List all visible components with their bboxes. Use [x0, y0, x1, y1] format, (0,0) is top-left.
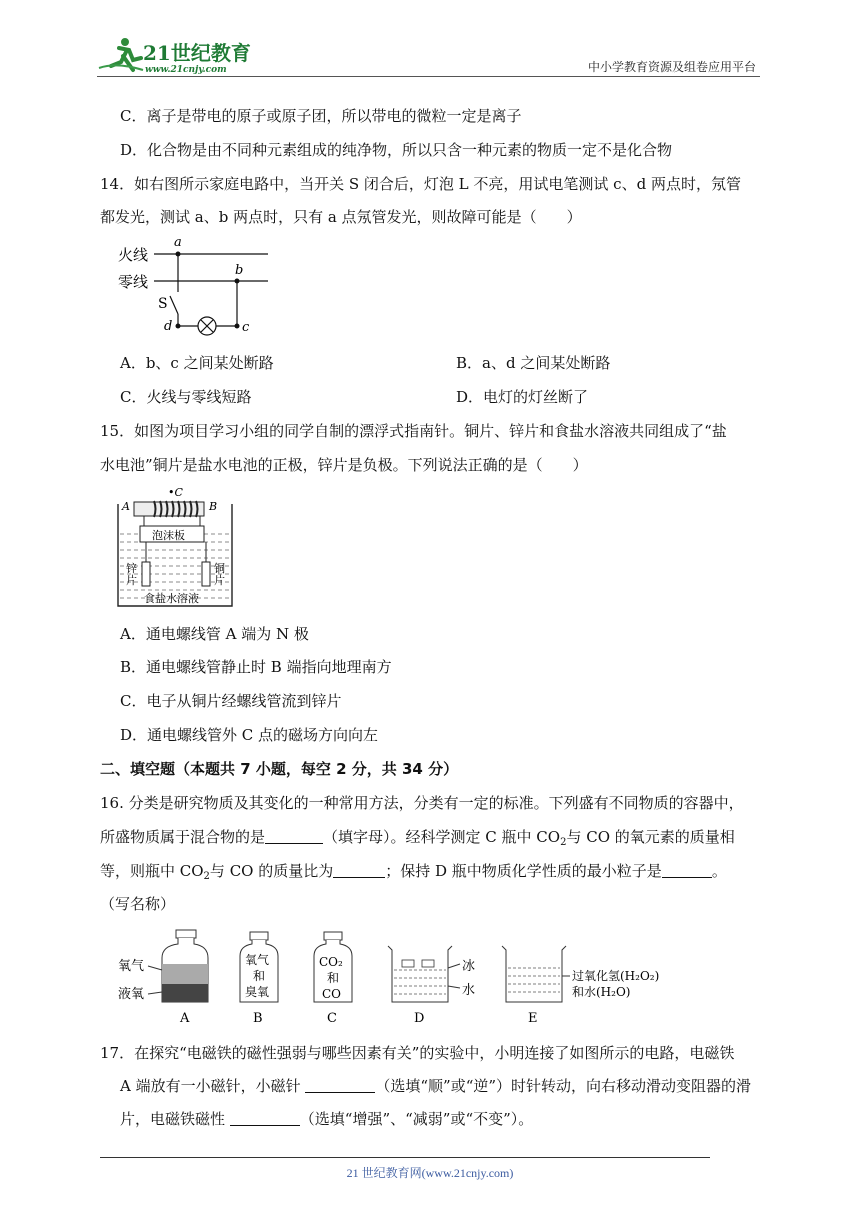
- q16-stem-line1: 16. 分类是研究物质及其变化的一种常用方法，分类有一定的标准。下列盛有不同物质的容器中，: [100, 794, 744, 812]
- bottle-a: [118, 930, 208, 1026]
- q16-text-e: 与 CO 的质量比为: [209, 862, 334, 880]
- footer-text[interactable]: 21 世纪教育网(www.21cnjy.com): [346, 1166, 514, 1180]
- bottle-c-line1: CO₂: [319, 955, 343, 969]
- solenoid: [134, 501, 204, 517]
- q16-stem-line4: （写名称）: [100, 895, 176, 913]
- foam-board-label: 泡沫板: [152, 529, 185, 542]
- answer-blank-3[interactable]: [662, 861, 712, 878]
- q17-text-b: （选填“顺”或“逆”）时针转动，向右移动滑动变阻器的滑: [375, 1077, 752, 1095]
- q13-option-c: C．离子是带电的原子或原子团，所以带电的微粒一定是离子: [120, 107, 522, 125]
- q16-text-g: 。: [711, 862, 727, 880]
- q17-text-a: A 端放有一小磁针，小磁针: [120, 1077, 306, 1095]
- q13-option-d: D．化合物是由不同种元素组成的纯净物，所以只含一种元素的物质一定不是化合物: [120, 141, 673, 159]
- bottle-b: [240, 932, 278, 1026]
- bottle-a-letter: A: [180, 1011, 190, 1026]
- beaker-e-upper-label: 过氧化氢(H₂O₂): [572, 969, 660, 983]
- platform-title: 中小学教育资源及组卷应用平台: [587, 60, 756, 74]
- subscript: 2: [560, 837, 567, 848]
- point-c-label: c: [242, 320, 250, 335]
- copper-label-2: 片: [214, 574, 225, 587]
- q16-text-f: ；保持 D 瓶中物质化学性质的最小粒子是: [385, 862, 662, 880]
- answer-blank-5[interactable]: [230, 1109, 300, 1126]
- bulb-icon: [198, 317, 216, 335]
- beaker-d: [388, 946, 475, 1026]
- beaker-e-letter: E: [528, 1011, 538, 1026]
- bottle-c-line3: CO: [322, 987, 342, 1001]
- point-d-label: d: [164, 319, 173, 334]
- switch-label: S: [158, 296, 168, 312]
- zinc-label-2: 片: [126, 574, 137, 587]
- q16-text-d: 等，则瓶中 CO: [100, 862, 204, 880]
- q14-stem-line1: 14．如右图所示家庭电路中，当开关 S 闭合后，灯泡 L 不亮，用试电笔测试 c、d 两点时，氖管: [100, 175, 741, 193]
- section-title: 二、填空题（本题共 7 小题，每空 2 分，共 34 分）: [100, 760, 459, 778]
- q14-option-b: B．a、d 之间某处断路: [456, 354, 611, 372]
- q16-stem-line2: [100, 827, 735, 853]
- answer-blank-1[interactable]: [265, 827, 323, 844]
- q17-stem-line2: [120, 1076, 751, 1096]
- footer-divider: [100, 1157, 710, 1158]
- q17-stem-line1: 17．在探究“电磁铁的磁性强弱与哪些因素有关”的实验中，小明连接了如图所示的电路，电磁铁: [100, 1044, 735, 1062]
- beaker-d-letter: D: [414, 1011, 425, 1026]
- solution-label: 食盐水溶液: [144, 592, 199, 605]
- end-a-label: A: [122, 500, 130, 513]
- q17-text-c: 片，电磁铁磁性: [120, 1110, 230, 1128]
- logo-url: www.21cnjy.com: [145, 65, 227, 75]
- switch-lever: [170, 296, 178, 314]
- bottle-b-line3: 臭氧: [245, 985, 270, 999]
- bottle-a-lower-label: 液氧: [118, 987, 145, 1002]
- q15-compass-diagram: [114, 484, 238, 610]
- point-c-label: •C: [168, 486, 183, 499]
- bottle-c-line2: 和: [327, 971, 340, 985]
- beaker-d-upper-label: 冰: [462, 959, 476, 974]
- q16-stem-line3: [100, 861, 727, 887]
- q14-stem-line2: 都发光，测试 a、b 两点时，只有 a 点氖管发光，则故障可能是（ ）: [100, 208, 582, 226]
- q15-option-a: A．通电螺线管 A 端为 N 极: [120, 625, 309, 643]
- copper-label-1: 铜: [214, 562, 225, 575]
- q14-option-a: A．b、c 之间某处断路: [120, 354, 274, 372]
- beaker-d-lower-label: 水: [462, 983, 476, 998]
- copper-plate: [202, 562, 210, 586]
- subscript: 2: [203, 871, 210, 882]
- q15-option-d: D．通电螺线管外 C 点的磁场方向向左: [120, 726, 379, 744]
- beaker-e: [502, 946, 659, 1026]
- q16-bottles-diagram: [112, 924, 712, 1034]
- beaker-e-lower-label: 和水(H₂O): [572, 985, 631, 999]
- zinc-label-1: 锌: [126, 562, 137, 575]
- q16-text-c: 与 CO 的氧元素的质量相: [566, 828, 735, 846]
- bottle-c-letter: C: [327, 1011, 337, 1026]
- q14-option-c: C．火线与零线短路: [120, 388, 252, 406]
- q16-text-b: （填字母）。经科学测定 C 瓶中 CO: [323, 828, 561, 846]
- q15-stem-line2: 水电池”铜片是盐水电池的正极，锌片是负极。下列说法正确的是（ ）: [100, 456, 588, 474]
- logo-text: 21世纪教育: [143, 41, 251, 65]
- q15-option-c: C．电子从铜片经螺线管流到锌片: [120, 692, 342, 710]
- q17-text-d: （选填“增强”、“减弱”或“不变”）。: [299, 1110, 534, 1128]
- neutral-wire-label: 零线: [118, 273, 149, 291]
- end-b-label: B: [209, 500, 218, 513]
- q16-text-a: 所盛物质属于混合物的是: [100, 828, 266, 846]
- zinc-plate: [142, 562, 150, 586]
- bottle-b-line1: 氧气: [245, 953, 270, 967]
- q15-option-b: B．通电螺线管静止时 B 端指向地理南方: [120, 658, 392, 676]
- answer-blank-2[interactable]: [333, 861, 385, 878]
- q15-stem-line1: 15．如图为项目学习小组的同学自制的漂浮式指南针。铜片、锌片和食盐水溶液共同组成了“盐: [100, 422, 727, 440]
- bottle-b-line2: 和: [253, 969, 266, 983]
- point-b-label: b: [235, 263, 244, 278]
- bottle-c: [314, 932, 352, 1026]
- bottle-b-letter: B: [253, 1011, 263, 1026]
- q14-option-d: D．电灯的灯丝断了: [456, 388, 589, 406]
- live-wire-label: 火线: [118, 246, 149, 264]
- logo: [97, 36, 267, 78]
- header-divider: [97, 76, 760, 77]
- q14-circuit-diagram: [110, 234, 280, 342]
- answer-blank-4[interactable]: [305, 1076, 375, 1093]
- bottle-a-upper-label: 氧气: [118, 959, 145, 974]
- runner-icon: [99, 38, 143, 70]
- point-a-label: a: [174, 235, 182, 250]
- q17-stem-line3: [120, 1109, 533, 1129]
